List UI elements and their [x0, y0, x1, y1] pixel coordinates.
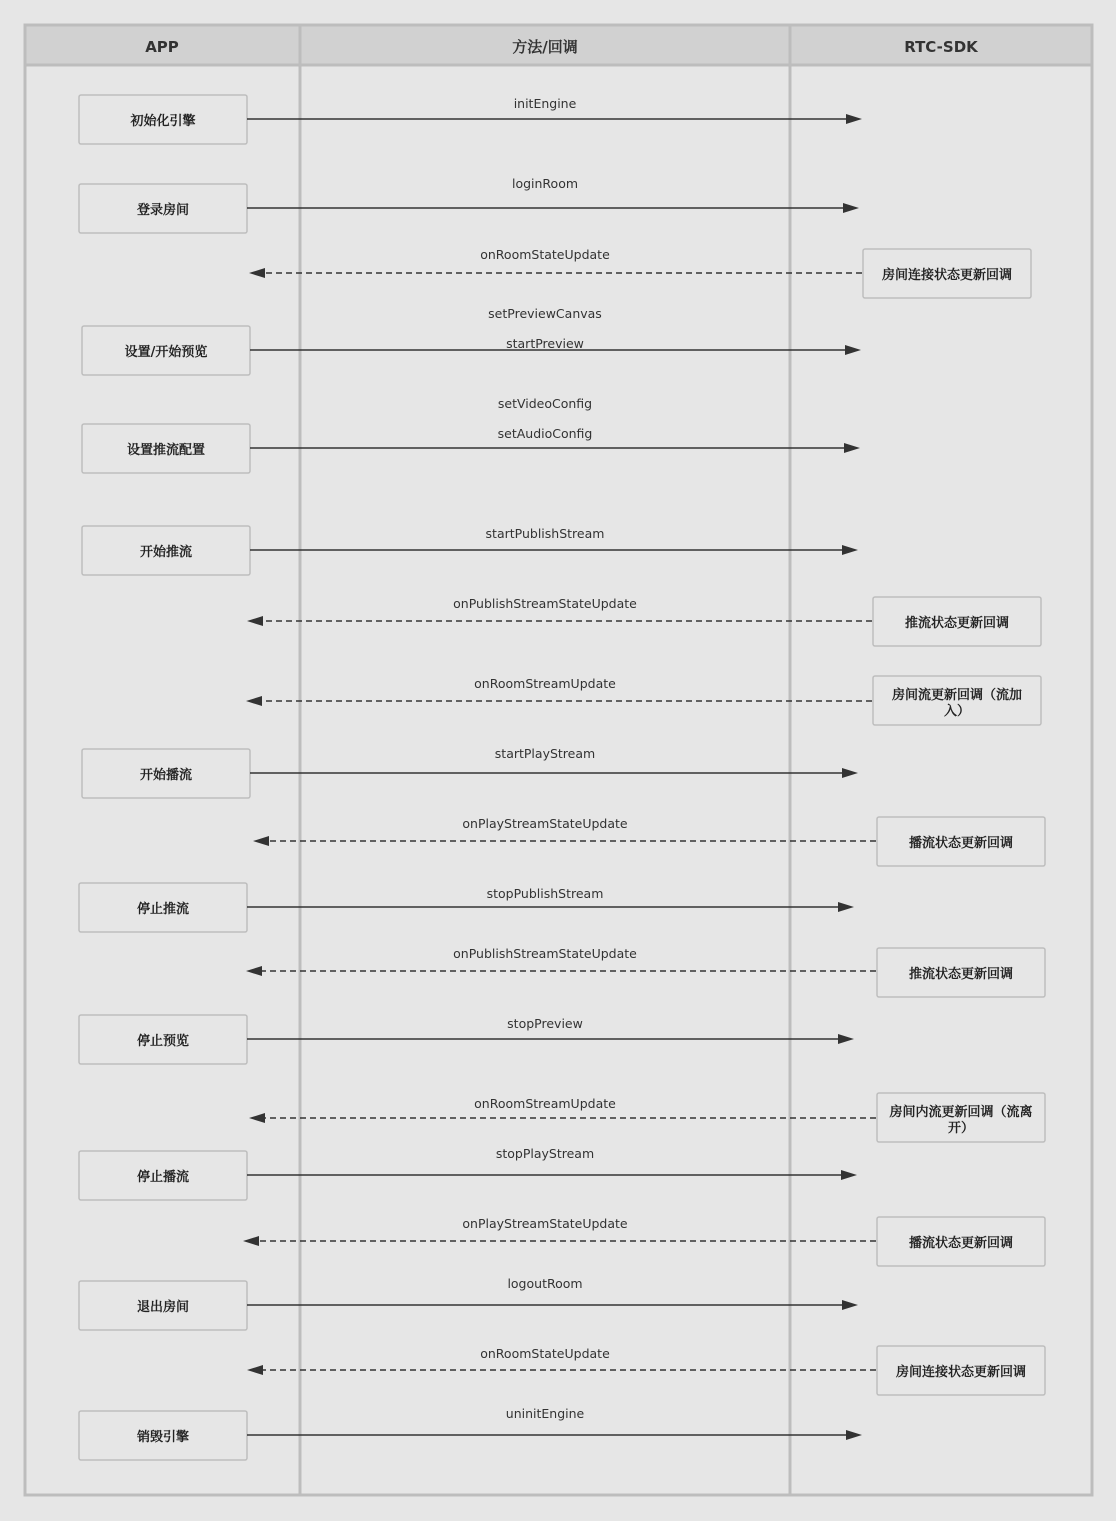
arrowhead-icon: [253, 836, 269, 846]
callback-arrow: [246, 676, 872, 706]
message-label: startPublishStream: [485, 526, 605, 541]
app-action-box: [82, 326, 250, 375]
arrowhead-icon: [246, 696, 262, 706]
sdk-callback-label: 推流状态更新回调: [908, 967, 1014, 982]
app-action-label: 登录房间: [136, 203, 190, 218]
sdk-callback-label: 房间连接状态更新回调: [895, 1365, 1027, 1380]
message-label: uninitEngine: [505, 1406, 585, 1421]
arrowhead-icon: [842, 545, 858, 555]
app-action-label: 停止预览: [136, 1034, 190, 1049]
lane-title-app: APP: [145, 38, 179, 56]
message-label: setAudioConfig: [497, 426, 593, 441]
arrowhead-icon: [246, 966, 262, 976]
message-label: setPreviewCanvas: [488, 306, 602, 321]
message-label: onPublishStreamStateUpdate: [453, 946, 637, 961]
message-label: onPlayStreamStateUpdate: [462, 816, 628, 831]
sdk-callback-label: 播流状态更新回调: [908, 836, 1014, 851]
app-action-label: 设置推流配置: [126, 443, 206, 458]
method-call: [247, 176, 859, 213]
method-call: [247, 1146, 857, 1180]
message-label: logoutRoom: [507, 1276, 583, 1291]
message-label: stopPublishStream: [486, 886, 604, 901]
method-call: [498, 396, 592, 411]
message-label: onPublishStreamStateUpdate: [453, 596, 637, 611]
sdk-callback-box: [877, 1346, 1045, 1395]
message-label: onRoomStreamUpdate: [474, 676, 616, 691]
app-action-box: [82, 424, 250, 473]
sdk-callback-label: 开）: [947, 1121, 975, 1136]
method-call: [247, 886, 854, 912]
arrowhead-icon: [243, 1236, 259, 1246]
sdk-callback-label: 房间内流更新回调（流离: [889, 1105, 1033, 1120]
app-action-box: [79, 1151, 247, 1200]
app-action-label: 开始推流: [139, 545, 193, 560]
arrowhead-icon: [841, 1170, 857, 1180]
arrowhead-icon: [842, 768, 858, 778]
arrowhead-icon: [843, 203, 859, 213]
arrowhead-icon: [842, 1300, 858, 1310]
callback-arrow: [247, 596, 872, 626]
arrowhead-icon: [844, 443, 860, 453]
message-label: startPreview: [506, 336, 584, 351]
method-call: [250, 336, 861, 355]
arrowhead-icon: [838, 1034, 854, 1044]
message-label: onRoomStreamUpdate: [474, 1096, 616, 1111]
method-call: [247, 1016, 854, 1044]
sdk-callback-label: 播流状态更新回调: [908, 1236, 1014, 1251]
app-action-label: 退出房间: [136, 1300, 190, 1315]
lane-title-sdk: RTC-SDK: [904, 38, 978, 56]
app-action-box: [79, 95, 247, 144]
sdk-callback-box: [873, 597, 1041, 646]
arrowhead-icon: [249, 1113, 265, 1123]
app-action-label: 销毁引擎: [136, 1430, 190, 1445]
arrowhead-icon: [247, 1365, 263, 1375]
callback-arrow: [243, 1216, 876, 1246]
message-label: loginRoom: [511, 176, 579, 191]
app-action-box: [79, 1411, 247, 1460]
lane-title-methods: 方法/回调: [512, 38, 578, 56]
sdk-callback-label: 房间流更新回调（流加: [891, 688, 1023, 703]
app-action-label: 停止推流: [136, 902, 190, 917]
lane-sdk: [790, 25, 1092, 1495]
method-call: [247, 1276, 858, 1310]
sdk-callback-box: [873, 676, 1041, 725]
callback-arrow: [246, 946, 876, 976]
arrowhead-icon: [845, 345, 861, 355]
callback-arrow: [249, 247, 862, 278]
app-action-box: [79, 1281, 247, 1330]
method-call: [247, 1406, 862, 1440]
arrowhead-icon: [838, 902, 854, 912]
message-label: stopPreview: [507, 1016, 583, 1031]
arrowhead-icon: [249, 268, 265, 278]
callback-arrow: [253, 816, 876, 846]
message-label: onRoomStateUpdate: [480, 1346, 610, 1361]
sdk-callback-label: 推流状态更新回调: [904, 616, 1010, 631]
app-action-label: 开始播流: [139, 768, 193, 783]
message-label: setVideoConfig: [497, 396, 593, 411]
message-label: onRoomStateUpdate: [480, 247, 610, 262]
method-call: [247, 96, 862, 124]
app-action-label: 停止播流: [136, 1170, 190, 1185]
app-action-box: [79, 1015, 247, 1064]
sdk-callback-box: [877, 817, 1045, 866]
message-label: stopPlayStream: [495, 1146, 595, 1161]
callback-arrow: [247, 1346, 876, 1375]
callback-arrow: [249, 1096, 876, 1123]
method-call: [250, 526, 858, 555]
arrowhead-icon: [247, 616, 263, 626]
app-action-box: [79, 883, 247, 932]
arrowhead-icon: [846, 114, 862, 124]
sdk-callback-box: [863, 249, 1031, 298]
app-action-box: [82, 749, 250, 798]
app-action-label: 设置/开始预览: [124, 345, 208, 360]
app-action-box: [79, 184, 247, 233]
method-call: [250, 746, 858, 778]
message-label: onPlayStreamStateUpdate: [462, 1216, 628, 1231]
sdk-callback-label: 房间连接状态更新回调: [881, 268, 1013, 283]
message-label: initEngine: [513, 96, 577, 111]
app-action-box: [82, 526, 250, 575]
sdk-callback-box: [877, 948, 1045, 997]
sdk-callback-box: [877, 1217, 1045, 1266]
method-call: [488, 306, 602, 321]
sdk-callback-box: [877, 1093, 1045, 1142]
message-label: startPlayStream: [494, 746, 596, 761]
method-call: [250, 426, 860, 453]
app-action-label: 初始化引擎: [130, 114, 196, 129]
sdk-callback-label: 入）: [943, 704, 971, 719]
arrowhead-icon: [846, 1430, 862, 1440]
